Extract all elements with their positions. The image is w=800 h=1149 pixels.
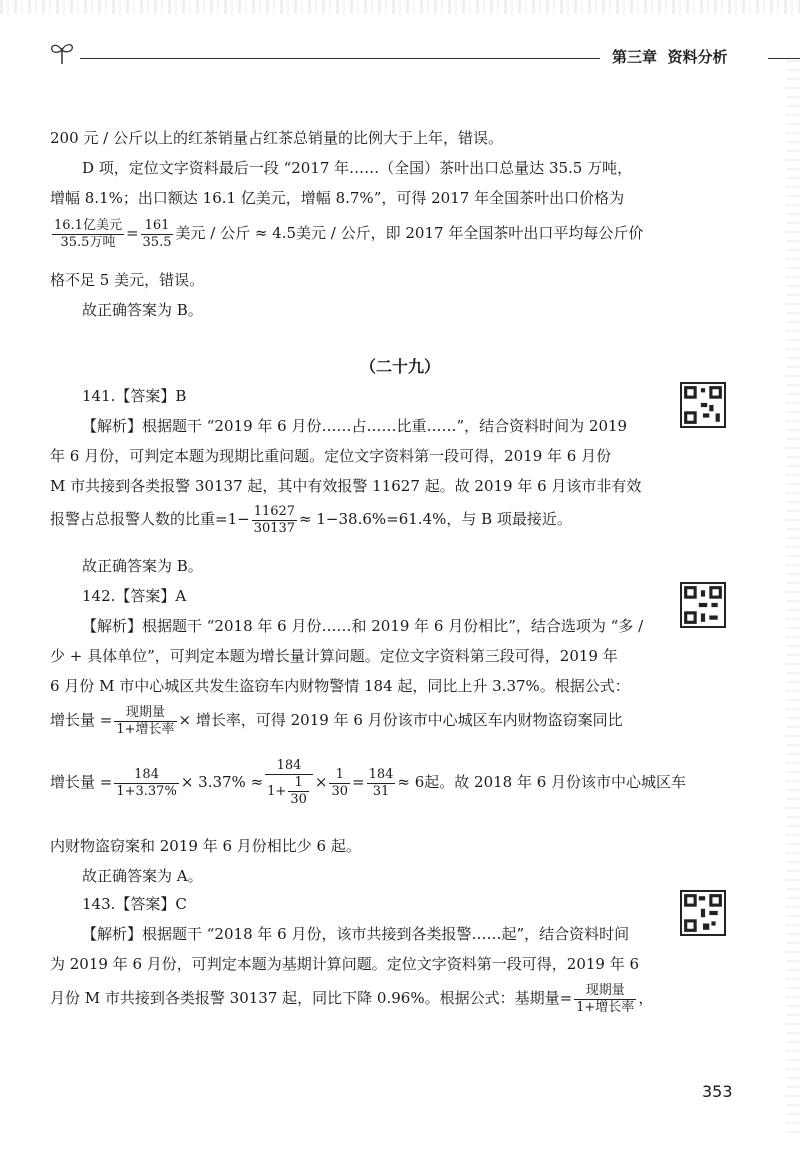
- fraction: $\frac{\text{16.1亿美元}}{\text{35.5万吨}}$: [54, 217, 122, 250]
- header-rule-right: [768, 58, 800, 59]
- formula-line: $\frac{\text{16.1亿美元}}{\text{35.5万吨}}$ = $\frac{161}{35.5}$ 美元 / 公斤 ≈ 4.5美元 / 公斤，即 2017 年全国茶叶出口平均每公斤价: [54, 217, 644, 250]
- text-line: 格不足 5 美元，错误。: [50, 271, 205, 289]
- text-line: 为 2019 年 6 月份，可判定本题为基期计算问题。定位文字资料第一段可得，2019 年 6: [50, 955, 640, 973]
- qr-code-icon[interactable]: [680, 582, 726, 628]
- page-number: 353: [702, 1082, 733, 1101]
- text-line: 【解析】根据题干 “2018 年 6 月份，该市共接到各类报警……起”，结合资料时间: [82, 925, 630, 943]
- text-line: 故正确答案为 B。: [82, 557, 203, 575]
- text-line: 6 月份 M 市中心城区共发生盗窃车内财物警情 184 起，同比上升 3.37%。根据公式：: [50, 677, 630, 695]
- page-header: [40, 38, 800, 78]
- fraction: $\frac{161}{35.5}$: [142, 217, 172, 250]
- answer-heading: 142.【答案】A: [82, 587, 187, 605]
- formula-line: 报警占总报警人数的比重=1− $\frac{11627}{30137}$ ≈ 1−38.6%=61.4%，与 B 项最接近。: [50, 503, 572, 536]
- sprout-icon: [48, 38, 76, 66]
- text-line: 200 元 / 公斤以上的红茶销量占红茶总销量的比例大于上年，错误。: [50, 129, 503, 147]
- text-line: 【解析】根据题干 “2018 年 6 月份……和 2019 年 6 月份相比”，结合选项为 “多 /: [82, 617, 644, 635]
- fraction: $\frac{\text{现期量}}{\text{1+增长率}}$: [116, 704, 175, 737]
- text-line: 年 6 月份，可判定本题为现期比重问题。定位文字资料第一段可得，2019 年 6 月份: [50, 447, 612, 465]
- text-line: 内财物盗窃案和 2019 年 6 月份相比少 6 起。: [50, 837, 361, 855]
- answer-heading: 143.【答案】C: [82, 895, 187, 913]
- formula-line: 月份 M 市共接到各类报警 30137 起，同比下降 0.96%。根据公式：基期量= $\frac{\text{现期量}}{\text{1+增长率}}$ ，: [50, 982, 654, 1015]
- text-line: 少 + 具体单位”，可判定本题为增长量计算问题。定位文字资料第三段可得，2019 年: [50, 647, 618, 665]
- answer-heading: 141.【答案】B: [82, 387, 187, 405]
- header-rule-left: [80, 58, 600, 59]
- section-title: （二十九）: [359, 357, 440, 376]
- text-line: 【解析】根据题干 “2019 年 6 月份……占……比重……”，结合资料时间为 2019: [82, 417, 628, 435]
- fraction: $\frac{\text{现期量}}{\text{1+增长率}}$: [576, 982, 635, 1015]
- fraction: $\frac{1}{30}$: [331, 766, 348, 799]
- text-line: 故正确答案为 B。: [82, 301, 203, 319]
- text-line: D 项，定位文字资料最后一段 “2017 年……（全国）茶叶出口总量达 35.5 万吨，: [82, 159, 633, 177]
- text-line: 增幅 8.1%；出口额达 16.1 亿美元，增幅 8.7%”，可得 2017 年全国茶叶出口价格为: [50, 189, 625, 207]
- text-line: M 市共接到各类报警 30137 起，其中有效报警 11627 起。故 2019 年 6 月该市非有效: [50, 477, 642, 495]
- qr-code-icon[interactable]: [680, 890, 726, 936]
- text-line: 故正确答案为 A。: [82, 867, 203, 885]
- fraction: 184 1+ $\frac{1}{30}$: [265, 758, 313, 808]
- formula-line: 增长量 = $\frac{184}{1+3.37\%}$ × 3.37% ≈ 184 1+ $\frac{1}{30}$ × $\frac{1}{30}$ = $\frac{184}{31}$ ≈ 6起。故 2018 年 6 月份该市中心城区车: [50, 758, 687, 807]
- fraction: $\frac{184}{31}$: [368, 766, 394, 799]
- scan-noise-top: [0, 0, 800, 14]
- fraction: $\frac{184}{1+3.37\%}$: [116, 766, 177, 799]
- chapter-title: 第三章 资料分析: [612, 48, 728, 66]
- scan-noise-right: [786, 60, 800, 1140]
- formula-line: 增长量 = $\frac{\text{现期量}}{\text{1+增长率}}$ × 增长率，可得 2019 年 6 月份该市中心城区车内财物盗窃案同比: [50, 704, 623, 737]
- qr-code-icon[interactable]: [680, 382, 726, 428]
- fraction: $\frac{11627}{30137}$: [253, 503, 296, 536]
- fraction: $\frac{1}{30}$: [290, 775, 307, 807]
